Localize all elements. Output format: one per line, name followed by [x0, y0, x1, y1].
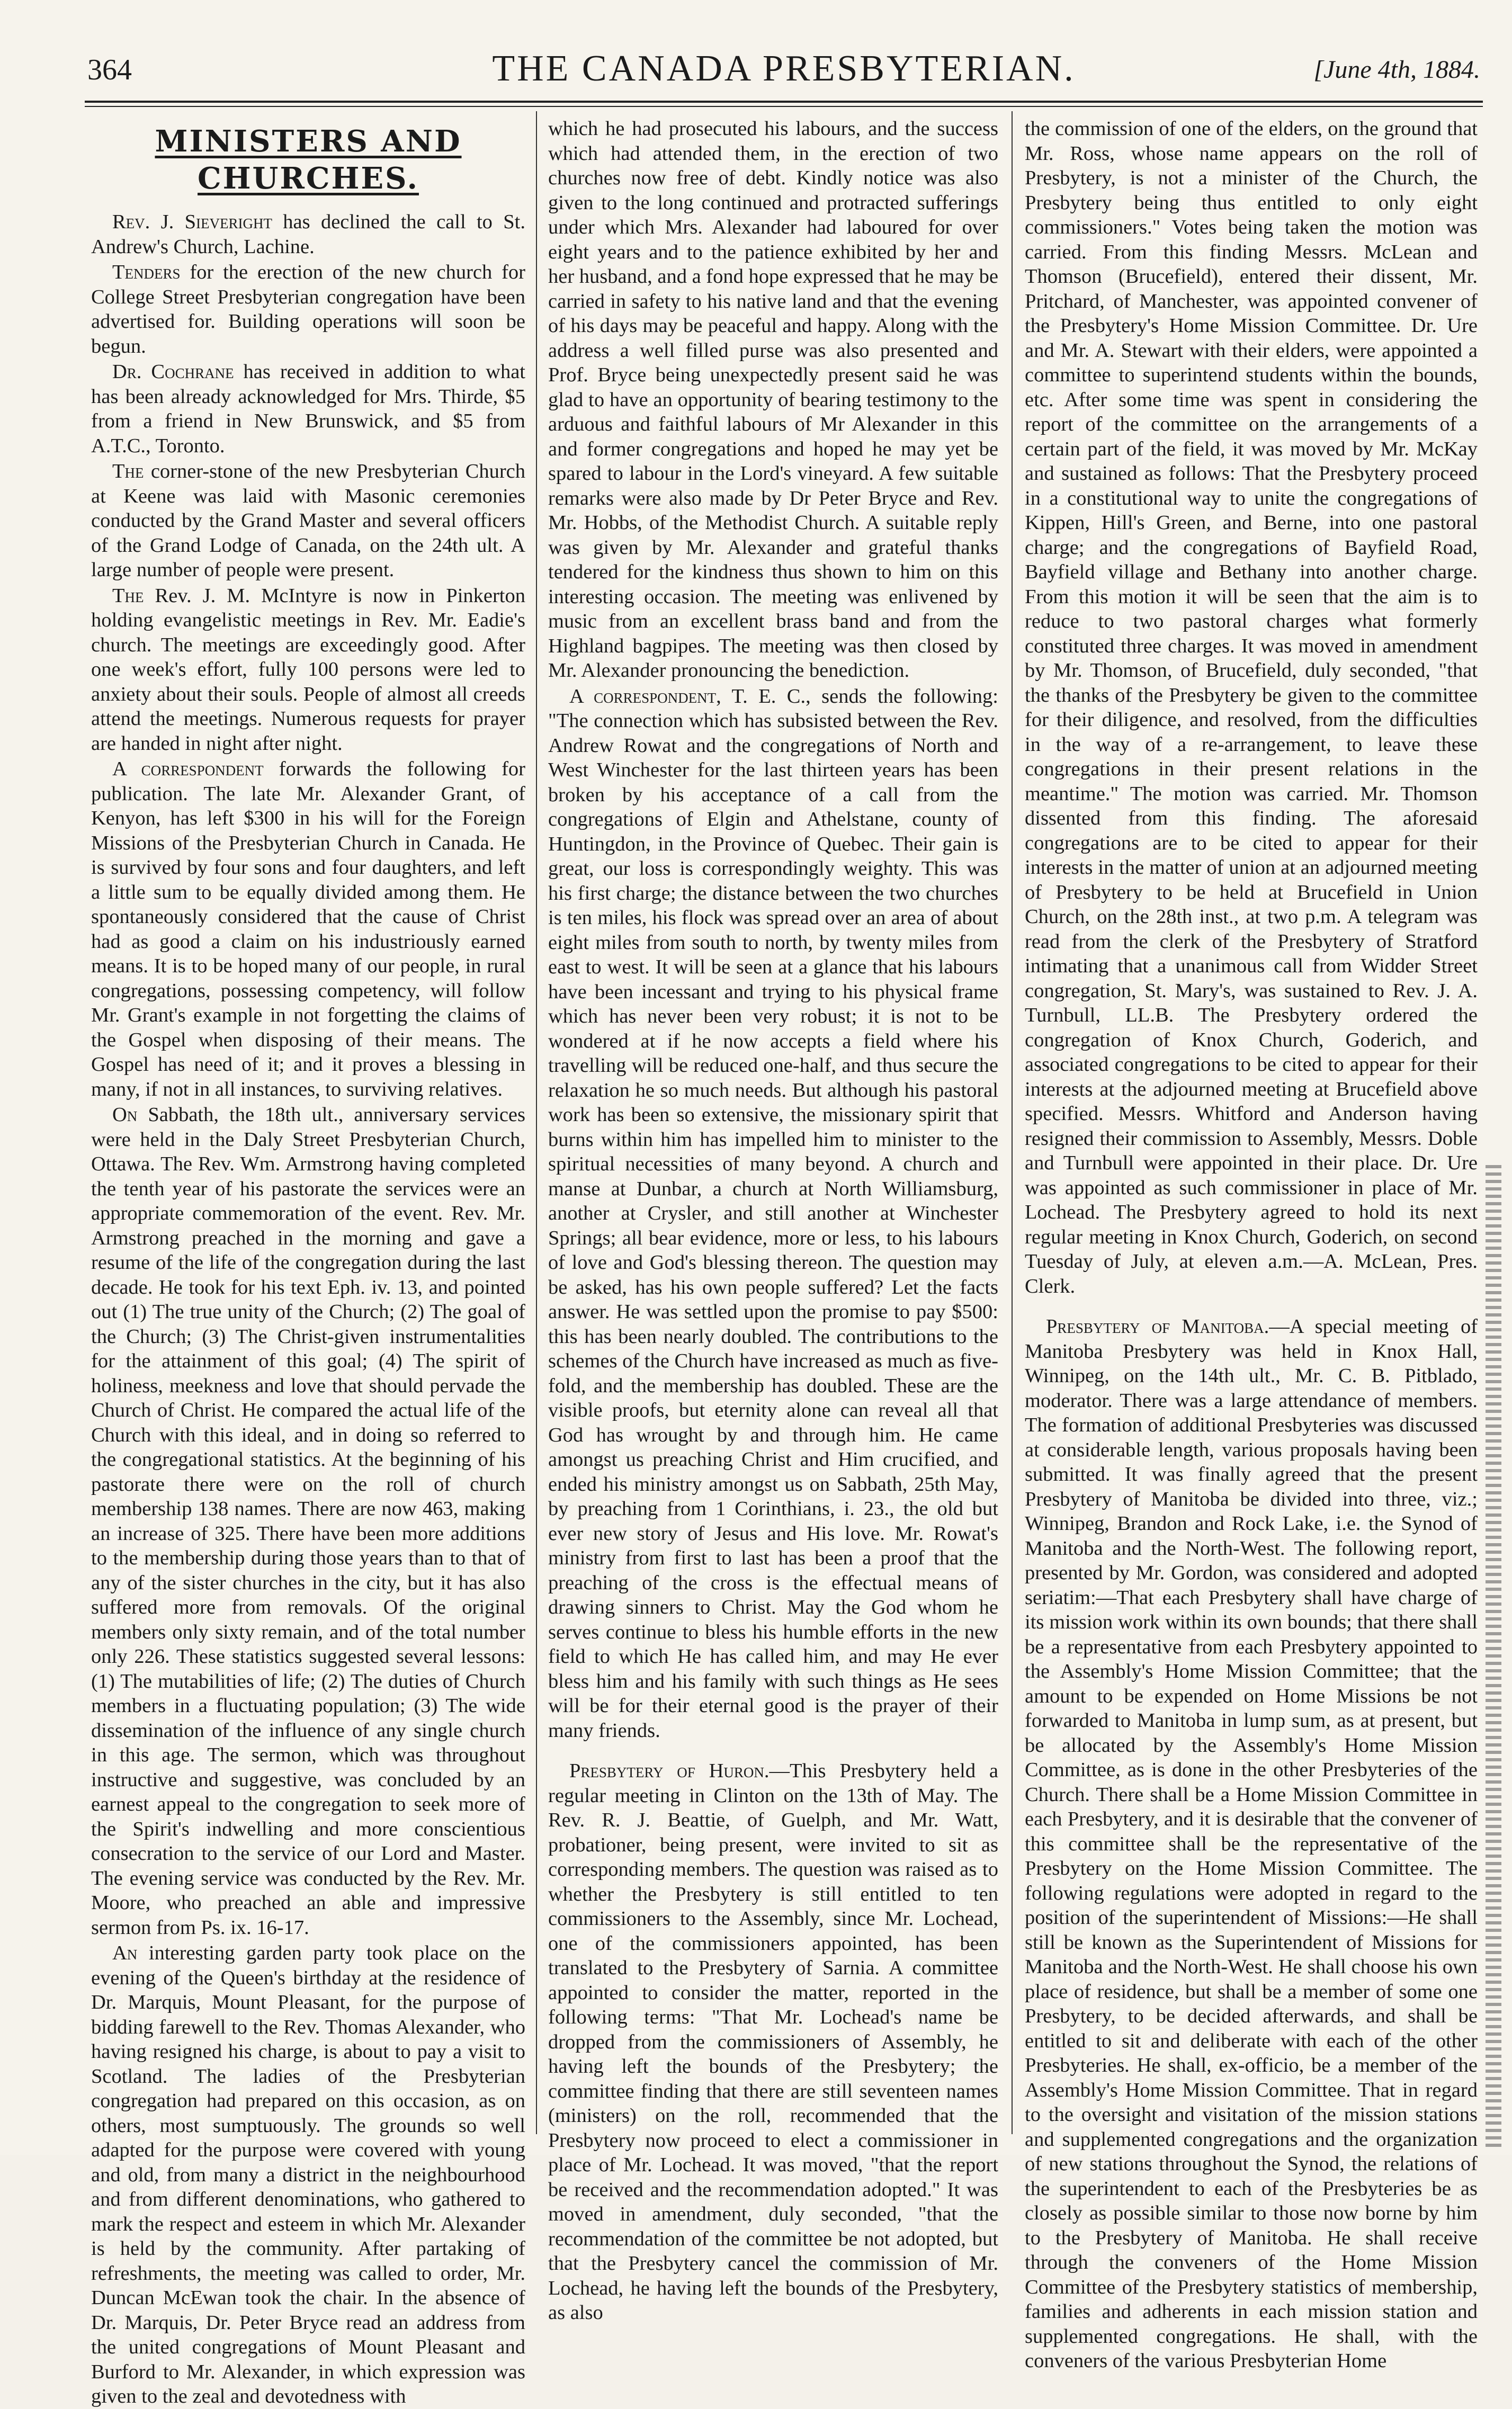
- paragraph-lead: The: [112, 460, 144, 482]
- article-paragraph: [1025, 117, 1478, 1298]
- paragraph-text: .—This Presbytery held a regular meeting in Clinton on the 13th of May. The Rev. R. J. Beattie, of Guelph, and Mr. Watt, probationer, being present, were invited to sit as corresponding members. The question was raised as to whether the Presbytery is still entitled to ten commissioners to the Assembly, since Mr. Lochead, one of the commissioners appointed, has been translated to the Presbytery of Sarnia. A committee appointed to consider the matter, reported in the following terms: "That Mr. Lochead's name be dropped from the commissioners of Assembly, he having left the bounds of the Presbytery; the committee finding that there are still seventeen names (ministers) on the roll, recommended that the Presbytery now proceed to elect a commissioner in place of Mr. Lochead. It was moved, "that the report be received and the recommendation adopted." It was moved in amendment, duly seconded, "that the recommendation of the committee be not adopted, but that the Presbytery cancel the commission of Mr. Lochead, he having left the bounds of the Presbytery, as also: [548, 1760, 999, 2324]
- paragraph-lead: Tenders: [112, 261, 181, 283]
- column-3: [1025, 117, 1478, 2372]
- article-paragraph: [1025, 1314, 1478, 2374]
- paragraph-text: which he had prosecuted his labours, and the success which had attended them, in the erection of two churches now free of debt. Kindly notice was also given to the long continued and protracted sufferings under which Mrs. Alexander had laboured for over eight years and to the patience exhibited by her and her husband, and a fond hope expressed that he may be carried in safety to his native land and that the evening of his days may be peaceful and happy. Along with the address a well filled purse was also presented and Prof. Bryce being unexpectedly present said he was glad to have an opportunity of bearing testimony to the arduous and faithful labours of Mr Alexander in this and former congregations and hoped he may yet be spared to labour in the Lord's vineyard. A few suitable remarks were also made by Dr Peter Bryce and Rev. Mr. Hobbs, of the Methodist Church. A suitable reply was given by Mr. Alexander and grateful thanks tendered for the kindness thus shown to him on this interesting occasion. The meeting was enlivened by music from an excellent brass band and from the Highland bagpipes. The meeting was then closed by Mr. Alexander pronouncing the benediction.: [548, 118, 998, 682]
- paragraph-text: Rev. J. M. McIntyre is now in Pinkerton holding evangelistic meetings in Rev. Mr. Eadie's church. The meetings are exceedingly good. After one week's effort, fully 100 persons were led to anxiety about their souls. People of almost all creeds attend the meetings. Numerous requests for prayer are handed in night after night.: [91, 584, 525, 755]
- paragraph-lead: On: [112, 1104, 138, 1126]
- paragraph-lead: An: [112, 1942, 138, 1964]
- article-paragraph: [91, 1103, 525, 1940]
- paragraph-text: , T. E. C., sends the following: "The connection which has subsisted between the Rev. Andrew Rowat and the congregations of North and West Winchester for the last thirteen years has been broken by his acceptance of a call from the congregations of Elgin and Athelstane, county of Huntingdon, in the Province of Quebec. Their gain is great, our loss is correspondingly weighty. This was his first charge; the distance between the two churches is ten miles, his flock was spread over an area of about eight miles from south to north, by twenty miles from east to west. It will be seen at a glance that his labours have been incessant and trying to his physical frame which has never been very robust; it is not to be wondered at if he now accepts a field where his travelling will be reduced one-half, and thus secure the relaxation he so much needs. But although his pastoral work has been so extensive, the missionary spirit that burns within him has impelled him to minister to the spiritual necessities of many beyond. A church and manse at Dunbar, a church at North Williamsburg, another at Crysler, and still another at Winchester Springs; all bear evidence, more or less, to his labours of love and God's blessing thereon. The question may be asked, has his own people suffered? Let the facts answer. He was settled upon the promise to pay $500: this has been nearly doubled. The contributions to the schemes of the Church have increased as much as five-fold, and the membership has doubled. These are the visible proofs, but eternity alone can reveal all that God has wrought by and through him. He came amongst us preaching Christ and Him crucified, and ended his ministry amongst us on Sabbath, 25th May, by preaching from 1 Corinthians, i. 23., the old but ever new story of Jesus and His love. Mr. Rowat's ministry from first to last has been a proof that the preaching of the cross is the effectual means of drawing sinners to Christ. May the God whom he serves continue to bless his humble efforts in the new field to which He has called him, and may He ever bless him and his family with such things as He sees will be for their eternal good is the prayer of their many friends.: [548, 685, 998, 1742]
- paragraph-lead: Presbytery of Manitoba: [1046, 1315, 1264, 1338]
- article-paragraph: [91, 210, 525, 259]
- article-paragraph: [91, 584, 525, 756]
- article-paragraph: [548, 117, 998, 683]
- header-rule: [85, 101, 1483, 103]
- article-paragraph: [91, 757, 525, 1101]
- column-2-body: [548, 117, 998, 2325]
- paragraph-text: for the erection of the new church for College Street Presbyterian congregation have been advertised for. Building operations will soon be begun.: [91, 261, 525, 357]
- article-paragraph: [91, 1941, 525, 2409]
- column-1-body: [91, 210, 525, 2409]
- paragraph-text: has declined the call to St. Andrew's Church, Lachine.: [91, 211, 526, 258]
- column-2: [548, 117, 999, 2324]
- section-title: MINISTERS AND CHURCHES.: [155, 124, 462, 196]
- paragraph-lead: A correspondent: [112, 758, 264, 780]
- column-divider: [536, 111, 537, 2134]
- column-1: [91, 117, 526, 2407]
- page-edge-noise: [1486, 1165, 1501, 2150]
- page-header: [87, 48, 1480, 95]
- issue-date: [June 4th, 1884.: [1313, 56, 1480, 84]
- paragraph-text: corner-stone of the new Presbyterian Church at Keene was laid with Masonic ceremonies conducted by the Grand Master and several officers of the Grand Lodge of Canada, on the 24th ult. A large number of people were present.: [91, 460, 525, 581]
- column-divider: [1012, 111, 1013, 2134]
- paragraph-lead: Rev. J. Sieveright: [112, 211, 272, 233]
- paragraph-text: the commission of one of the elders, on the ground that Mr. Ross, whose name appears on the roll of Presbytery, is not a minister of the Church, the Presbytery being thus entitled to only eight commissioners." Votes being taken the motion was carried. From this finding Messrs. McLean and Thomson (Brucefield), entered their dissent, Mr. Pritchard, of Manchester, was appointed convener of the Presbytery's Home Mission Committee. Dr. Ure and Mr. A. Stewart with their elders, were appointed a committee to superintend students within the bounds, etc. After some time was spent in considering the report of the committee on the arrangements of a certain part of the field, it was moved by Mr. McKay and sustained as follows: That the Presbytery proceed in a constitutional way to unite the congregations of Kippen, Hill's Green, and Berne, into one pastoral charge; and the congregations of Bayfield Road, Bayfield village and Bethany into another charge. From this motion it will be seen that the aim is to reduce to two pastoral charges what formerly constituted three charges. It was moved in amendment by Mr. Thomson, of Brucefield, duly seconded, "that the thanks of the Presbytery be given to the committee for their diligence, and resolved, from the difficulties in the way of a re-arrangement, to leave these congregations in their present relations in the meantime." The motion was carried. Mr. Thomson dissented from this finding. The aforesaid congregations are to be cited to appear for their interests in the matter of union at an adjourned meeting of Presbytery to be held at Brucefield in Union Church, on the 28th inst., at two p.m. A telegram was read from the clerk of the Presbytery of Stratford intimating that a unanimous call from Widder Street congregation, St. Mary's, was sustained to Rev. J. A. Turnbull, LL.B. The Presbytery ordered the congregation of Knox Church, Goderich, and associated congregations to be cited to appear for their interests at the adjourned meeting at Brucefield above specified. Messrs. Whitford and Anderson having resigned their commission to Assembly, Messrs. Doble and Turnbull were appointed in their place. Dr. Ure was appointed as such commissioner in place of Mr. Lochead. The Presbytery agreed to hold its next regular meeting in Knox Church, Goderich, on second Tuesday of July, at eleven a.m.—A. McLean, Pres. Clerk.: [1025, 118, 1478, 1297]
- article-paragraph: [91, 260, 525, 359]
- article-paragraph: [91, 459, 525, 583]
- paragraph-lead: Presbytery of Huron: [569, 1760, 764, 1782]
- header-rule-thin: [85, 106, 1483, 107]
- column-3-body: [1025, 117, 1478, 2374]
- paragraph-lead: The: [112, 584, 144, 607]
- page-number: 364: [87, 53, 132, 86]
- paragraph-lead: Dr. Cochrane: [112, 361, 234, 383]
- paragraph-text: forwards the following for publication. The late Mr. Alexander Grant, of Kenyon, has left $300 in his will for the Foreign Missions of the Presbyterian Church in Canada. He is survived by four sons and four daughters, and left a little sum to be equally divided among them. He spontaneously considered that the cause of Christ had as good a claim on his industriously earned means. It is to be hoped many of our people, in rural congregations, possessing competency, will follow Mr. Grant's example in not forgetting the claims of the Gospel when disposing of their means. The Gospel has need of it; and it proves a blessing in many, if not in all instances, to surviving relatives.: [91, 758, 525, 1100]
- article-paragraph: [548, 684, 998, 1743]
- paragraph-text: .—A special meeting of Manitoba Presbytery was held in Knox Hall, Winnipeg, on the 14th ult., Mr. C. B. Pitblado, moderator. There was a large attendance of members. The formation of additional Presbyteries was discussed at considerable length, various proposals having been submitted. It was finally agreed that the present Presbytery of Manitoba be divided into three, viz.; Winnipeg, Brandon and Rock Lake, i.e. the Synod of Manitoba and the North-West. The following report, presented by Mr. Gordon, was considered and adopted seriatim:—That each Presbytery shall have charge of its mission work within its own bounds; that there shall be a representative from each Presbytery appointed to the Assembly's Home Mission Committee; that the amount to be expended on Home Missions be not forwarded to Manitoba in lump sum, as at present, but be allocated by the Assembly's Home Mission Committee, as is done in the other Presbyteries of the Church. There shall be a Home Mission Committee in each Presbytery, and it is desirable that the convener of this committee shall be the representative of the Presbytery on the Home Mission Committee. The following regulations were adopted in regard to the position of the superintendent of Missions:—He shall still be known as the Superintendent of Missions for Manitoba and the North-West. He shall choose his own place of residence, but shall be a member of some one Presbytery, to be decided afterwards, and shall be entitled to sit and deliberate with each of the other Presbyteries. He shall, ex-officio, be a member of the Assembly's Home Mission Committee. That in regard to the oversight and visitation of the mission stations and supplemented congregations and the organization of new stations throughout the Synod, the relations of the superintendent to each of the Presbyteries be as closely as possible similar to those now borne by him to the Presbytery of Manitoba. He shall receive through the conveners of the Home Mission Committee of the Presbytery statistics of membership, families and adherents in each mission station and supplemented congregations. He shall, with the conveners of the various Presbyterian Home: [1025, 1315, 1478, 2372]
- paragraph-text: interesting garden party took place on the evening of the Queen's birthday at the residence of Dr. Marquis, Mount Pleasant, for the purpose of bidding farewell to the Rev. Thomas Alexander, who having resigned his charge, is about to pay a visit to Scotland. The ladies of the Presbyterian congregation had prepared on this occasion, as on others, most sumptuously. The grounds so well adapted for the purpose were covered with young and old, from many a district in the neighbourhood and from different denominations, who gathered to mark the respect and esteem in which Mr. Alexander is held by the community. After partaking of refreshments, the meeting was called to order, Mr. Duncan McEwan took the chair. In the absence of Dr. Marquis, Dr. Peter Bryce read an address from the united congregations of Mount Pleasant and Burford to Mr. Alexander, in which expression was given to the zeal and devotedness with: [91, 1942, 525, 2407]
- article-paragraph: [91, 360, 525, 458]
- article-paragraph: [548, 1759, 998, 2325]
- paragraph-text: has received in addition to what has been already acknowledged for Mrs. Thirde, $5 from a friend in New Brunswick, and $5 from A.T.C., Toronto.: [91, 361, 525, 457]
- journal-title: THE CANADA PRESBYTERIAN.: [492, 48, 1076, 89]
- paragraph-text: Sabbath, the 18th ult., anniversary services were held in the Daly Street Presbyterian Church, Ottawa. The Rev. Wm. Armstrong having completed the tenth year of his pastorate the services were an appropriate commemoration of the event. Rev. Mr. Armstrong preached in the morning and gave a resume of the life of the congregation during the last decade. He took for his text Eph. iv. 13, and pointed out (1) The true unity of the Church; (2) The goal of the Church; (3) The Christ-given instrumentalities for the attainment of this goal; (4) The spirit of holiness, meekness and love that should pervade the Church of Christ. He compared the actual life of the Church with this ideal, and in doing so referred to the congregational statistics. At the beginning of his pastorate there were on the roll of church membership 138 names. There are now 463, making an increase of 325. There have been more additions to the membership during those years than to that of any of the sister churches in the city, but it has also suffered more from removals. Of the original members only sixty remain, and of the total number only 226. These statistics suggested several lessons: (1) The mutabilities of life; (2) The duties of Church members in a fluctuating population; (3) The wide dissemination of the influence of any single church in this age. The sermon, which was throughout instructive and suggestive, was concluded by an earnest appeal to the congregation to seek more of the Spirit's indwelling and more conscientious consecration to the service of our Lord and Master. The evening service was conducted by the Rev. Mr. Moore, who preached an able and impressive sermon from Ps. ix. 16-17.: [91, 1104, 525, 1939]
- paragraph-lead: A correspondent: [569, 685, 717, 708]
